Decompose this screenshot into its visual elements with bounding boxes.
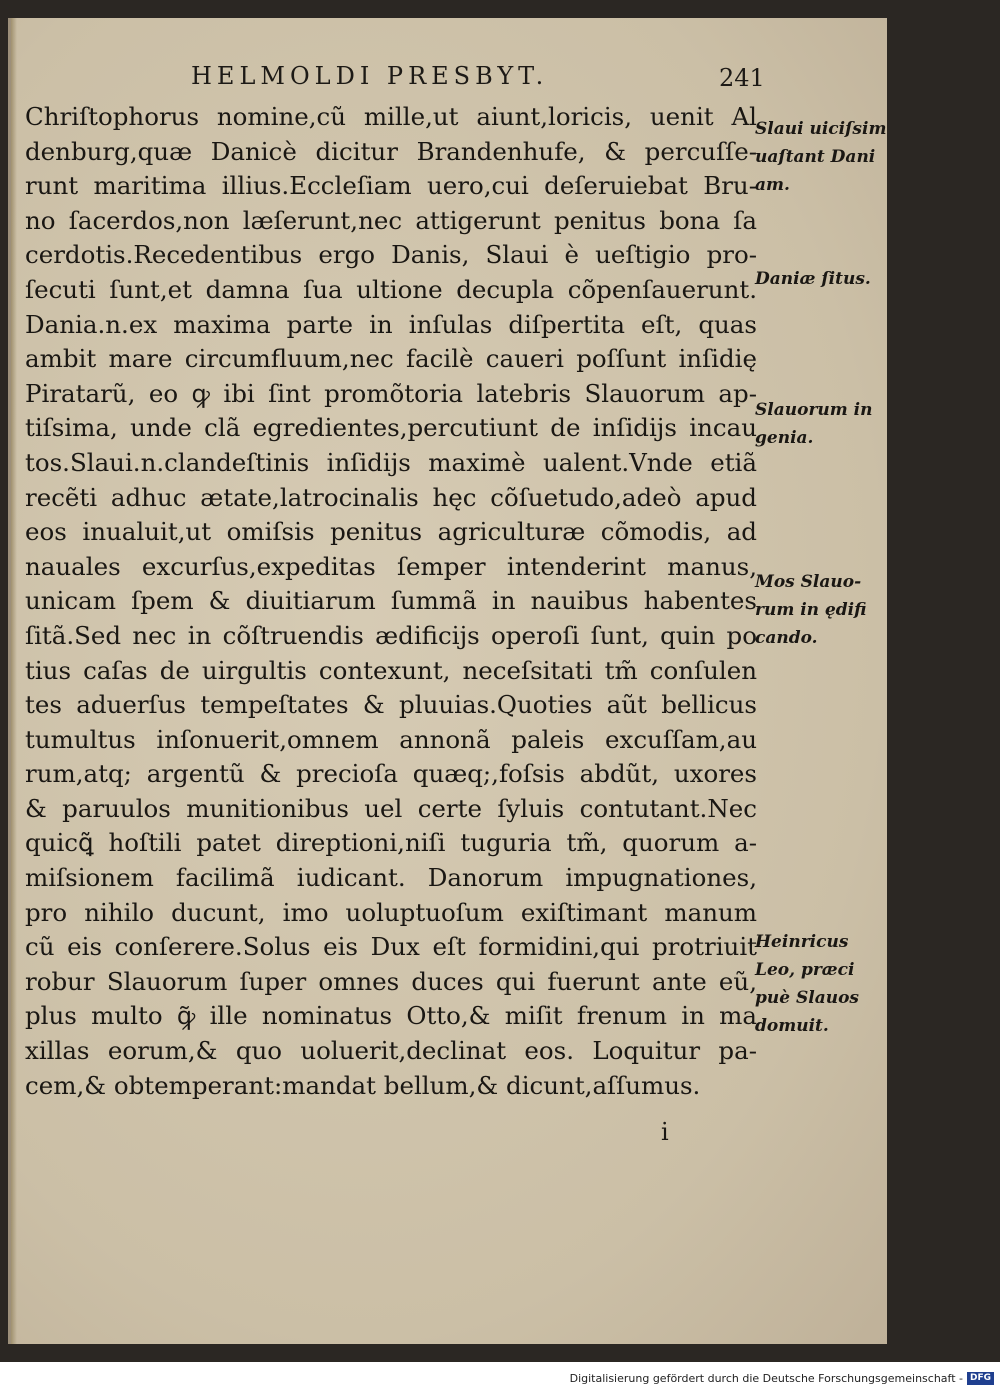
text-line: quicꝗ̃ hoſtili patet direptioni,niſi tuguria tm̃, quorum a- — [25, 828, 757, 858]
folio-number: 241 — [719, 64, 765, 92]
text-line: plus multo ꝙ̃ ille nominatus Otto,& miſit frenum in ma — [25, 1001, 757, 1031]
margin-note-line: domuit. — [755, 1016, 829, 1036]
footer-credit: Digitalisierung gefördert durch die Deutsche Forschungsgemeinschaft - — [569, 1371, 963, 1385]
text-line: tiſsima, unde clã egredientes,percutiunt de inſidijs incau — [25, 413, 757, 443]
margin-note — [755, 396, 887, 452]
margin-note-line: Heinricus — [755, 932, 849, 952]
margin-note — [755, 928, 887, 1040]
margin-note — [755, 115, 887, 199]
digitization-footer — [570, 1370, 994, 1386]
text-line: no ſacerdos,non læſerunt,nec attigerunt penitus bona ſa — [25, 205, 757, 235]
margin-note-line: Mos Slauo- — [755, 572, 862, 592]
margin-note-line: Daniæ ſitus. — [755, 269, 871, 289]
margin-note-line: rum in ędifi — [755, 600, 867, 620]
margin-note-line: Leo, præci — [755, 960, 855, 980]
text-line: Dania.n.ex maxima parte in inſulas diſpertita eſt, quas — [25, 309, 757, 339]
margin-note-line: Slaui uiciſsim — [755, 119, 887, 139]
text-line: tius caſas de uirgultis contexunt, neceſsitati tm̃ conſulen — [25, 655, 757, 685]
text-line: miſsionem facilimã iudicant. Danorum impugnationes, — [25, 863, 757, 893]
text-line: cũ eis conſerere.Solus eis Dux eſt formidini,qui protriuit — [25, 932, 757, 962]
text-line: ambit mare circumfluum,nec facilè caueri poſſunt inſidię — [25, 344, 757, 374]
margin-note-line: am. — [755, 175, 790, 195]
text-line: tes aduerſus tempeſtates & pluuias.Quoties aũt bellicus — [25, 690, 757, 720]
book-page — [8, 18, 887, 1344]
margin-note-line: cando. — [755, 628, 818, 648]
text-line: cerdotis.Recedentibus ergo Danis, Slaui è ueſtigio pro- — [25, 240, 757, 270]
page-gutter-edge — [11, 18, 17, 1344]
margin-note-line: uaſtant Dani — [755, 147, 876, 167]
margin-note — [755, 265, 887, 293]
text-line: xillas eorum,& quo uoluerit,declinat eos. Loquitur pa- — [25, 1036, 757, 1066]
text-line: recẽti adhuc ætate,latrocinalis hęc cõſuetudo,adeò apud — [25, 482, 757, 512]
margin-note — [755, 568, 887, 652]
text-line: runt maritima illius.Eccleſiam uero,cui deſeruiebat Bru- — [25, 171, 757, 201]
text-line: tumultus inſonuerit,omnem annonã paleis excuſſam,au — [25, 724, 757, 754]
margin-note-line: genia. — [755, 428, 814, 448]
text-line: cem,& obtemperant:mandat bellum,& dicunt,aſſumus. — [25, 1070, 701, 1100]
margin-note-line: Slauorum in — [755, 400, 873, 420]
text-line: nauales excurſus,expeditas ſemper intenderint manus, — [25, 551, 757, 581]
text-line: tos.Slaui.n.clandeſtinis inſidijs maximè ualent.Vnde etiã — [25, 447, 757, 477]
text-line: Chriſtophorus nomine,cũ mille,ut aiunt,loricis, uenit Al — [25, 102, 757, 131]
text-line: denburg,quæ Danicè dicitur Brandenhufe, & percuſſe- — [25, 136, 757, 166]
running-head: HELMOLDI PRESBYT. — [191, 62, 549, 90]
text-line: rum,atq; argentũ & precioſa quæq;,foſsis abdũt, uxores — [25, 759, 757, 789]
text-line: unicam ſpem & diuitiarum ſummã in nauibus habentes — [25, 586, 757, 616]
dfg-logo: DFG — [967, 1372, 994, 1385]
text-line: robur Slauorum ſuper omnes duces qui fuerunt ante eũ, — [25, 966, 757, 996]
body-text-block — [25, 100, 757, 1103]
catchword: i — [661, 1118, 669, 1146]
text-line: pro nihilo ducunt, imo uoluptuoſum exiſtimant manum — [25, 897, 757, 927]
text-line: Piratarũ, eo ꝙ ibi ſint promõtoria latebris Slauorum ap- — [25, 378, 757, 408]
text-line: ſitã.Sed nec in cõſtruendis ædificijs operoſi ſunt, quin po — [25, 620, 757, 650]
text-line: ſecuti ſunt,et damna ſua ultione decupla cõpenſauerunt. — [25, 274, 757, 304]
text-line: & paruulos munitionibus uel certe ſyluis contutant.Nec — [25, 793, 757, 823]
text-line: eos inualuit,ut omiſsis penitus agriculturæ cõmodis, ad — [25, 517, 757, 547]
margin-note-line: puè Slauos — [755, 988, 860, 1008]
